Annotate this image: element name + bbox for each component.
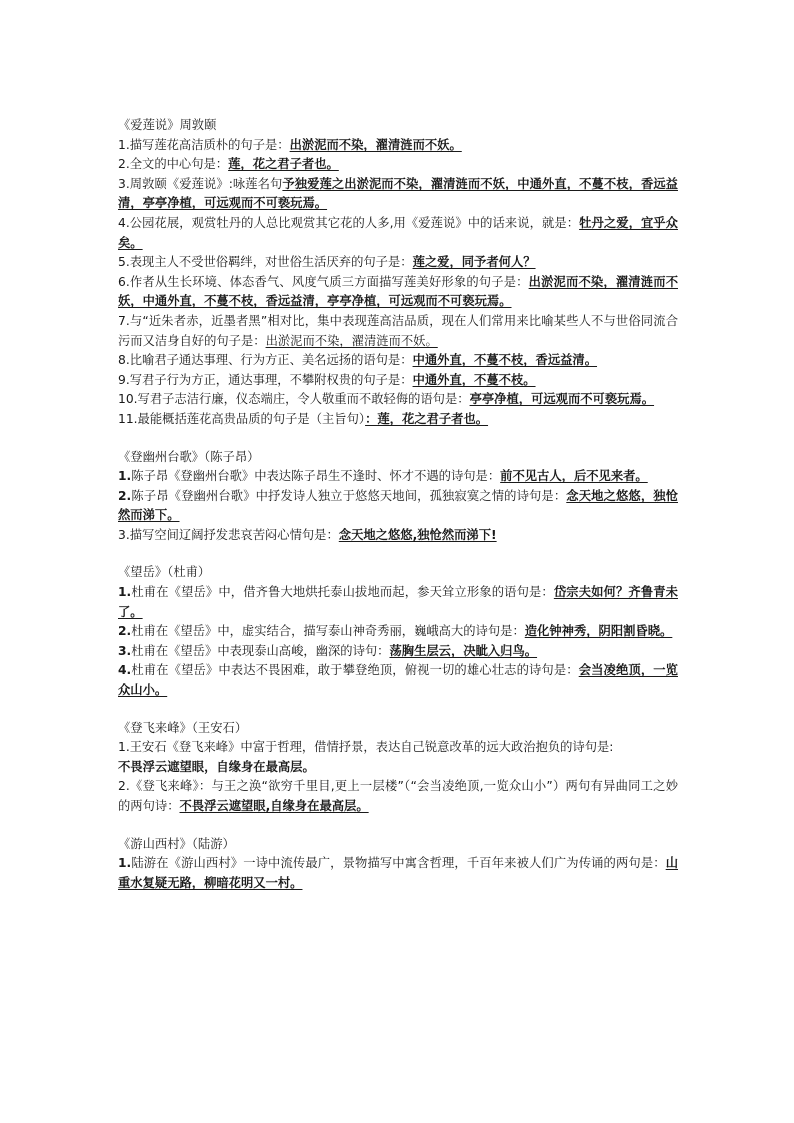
section <box>118 116 678 430</box>
section-title: 《登飞来峰》（王安石） <box>118 720 248 735</box>
question-item <box>118 738 678 777</box>
question-item <box>118 526 678 546</box>
section-title: 《登幽州台歌》（陈子昂） <box>118 449 260 464</box>
item-number: 2. <box>118 488 132 503</box>
question-item <box>118 642 678 662</box>
answer-text: 不畏浮云遮望眼，自缘身在最高层。 <box>118 759 315 774</box>
question-item <box>118 410 678 430</box>
question-item <box>118 854 678 893</box>
question-text: 陆游在《游山西村》一诗中流传最广，景物描写中寓含哲理，千百年来被人们广为传诵的两句是： <box>131 856 666 871</box>
question-text: 1.王安石《登飞来峰》中富于哲理，借情抒景，表达自己锐意改革的远大政治抱负的诗句是: <box>118 740 614 755</box>
question-text: 6.作者从生长环境、体态香气、风度气质三方面描写莲美好形象的句子是： <box>118 274 529 289</box>
answer-text: 出淤泥而不染，濯清涟而不妖，中通外直，不蔓不枝，香远益清，亭亭净植，可远观而不可亵玩焉。 <box>118 274 678 309</box>
question-text: 4.公园花展，观赏牡丹的人总比观赏其它花的人多,用《爱莲说》中的话来说，就是： <box>118 215 580 230</box>
answer-text: 岱宗夫如何？齐鲁青未了。 <box>118 585 678 619</box>
answer-text: 莲，花之君子者也。 <box>228 157 339 172</box>
question-text: 1.描写莲花高洁质朴的句子是： <box>118 137 290 152</box>
question-item <box>118 136 678 156</box>
question-text: 陈子昂《登幽州台歌》中抒发诗人独立于悠悠天地间，孤独寂寞之情的诗句是： <box>131 488 567 503</box>
question-text: 3.描写空间辽阔抒发悲哀苦闷心情句是： <box>118 527 339 542</box>
answer-text: 出淤泥而不染，濯清涟而不妖。 <box>265 333 438 348</box>
section <box>118 835 678 894</box>
question-item <box>118 312 678 351</box>
question-item <box>118 661 678 700</box>
answer-text: 会当凌绝顶，一览众山小。 <box>118 663 678 698</box>
answer-text: 牡丹之爱，宜乎众矣。 <box>118 215 678 250</box>
item-number: 1. <box>118 469 132 484</box>
question-text: 杜甫在《望岳》中，虚实结合，描写泰山神奇秀丽，巍峨高大的诗句是： <box>131 624 525 639</box>
answer-text: 亭亭净植，可远观而不可亵玩焉。 <box>469 392 655 407</box>
question-text: 杜甫在《望岳》中表达不畏困难，敢于攀登绝顶，俯视一切的雄心壮志的诗句是： <box>131 663 579 678</box>
question-item <box>118 777 678 816</box>
question-text: 2.《登飞来峰》：与王之涣“欲穷千里目,更上一层楼”（“会当凌绝顶,一览众山小”）两句有异曲同工之妙的两句诗： <box>118 779 678 813</box>
item-number: 3. <box>118 643 132 658</box>
question-item <box>118 390 678 410</box>
question-text: 杜甫在《望岳》中，借齐鲁大地烘托泰山拔地而起，参天耸立形象的语句是： <box>131 585 554 600</box>
answer-text: 莲之爱，同予者何人？ <box>412 255 536 270</box>
answer-text: 前不见古人，后不见来者。 <box>500 469 648 484</box>
section-title: 《游山西村》（陆游） <box>118 836 235 851</box>
question-text: 7.与“近朱者赤，近墨者黑”相对比，集中表现莲高洁品质，现在人们常用来比喻某些人不与世俗同流合污而又洁身自好的句子是： <box>118 313 678 348</box>
section <box>118 448 678 546</box>
item-number: 2. <box>118 624 132 639</box>
question-item <box>118 622 678 642</box>
question-item <box>118 583 678 622</box>
question-text: 2.全文的中心句是： <box>118 157 229 172</box>
question-text: 8.比喻君子通达事理、行为方正、美名远扬的语句是： <box>118 353 413 368</box>
question-text: 杜甫在《望岳》中表现泰山高峻，幽深的诗句： <box>131 643 390 658</box>
question-item <box>118 273 678 312</box>
section-title: 《望岳》（杜甫） <box>118 565 211 580</box>
question-text: 10.写君子志洁行廉，仪态端庄，令人敬重而不敢轻侮的语句是： <box>118 392 470 407</box>
question-item <box>118 175 678 214</box>
answer-text: 念天地之悠悠,独怆然而涕下! <box>338 527 497 542</box>
answer-text: 中通外直，不蔓不枝。 <box>412 372 536 387</box>
question-item <box>118 155 678 175</box>
answer-text: 不畏浮云遮望眼,自缘身在最高层。 <box>179 799 369 813</box>
question-text: 3.周敦颐《爱莲说》:咏莲名句 <box>118 176 283 191</box>
question-item <box>118 487 678 526</box>
question-text: 5.表现主人不受世俗羁绊，对世俗生活厌弃的句子是： <box>118 255 413 270</box>
answer-text: 念天地之悠悠，独怆然而涕下。 <box>118 488 678 523</box>
question-item <box>118 214 678 253</box>
question-item <box>118 467 678 487</box>
section <box>118 719 678 817</box>
answer-text: 予独爱莲之出淤泥而不染，濯清涟而不妖，中通外直，不蔓不枝，香远益清，亭亭净植，可远观而不可亵玩焉。 <box>118 176 678 211</box>
section-title: 《爱莲说》周敦颐 <box>118 118 217 132</box>
item-number: 1. <box>118 856 132 871</box>
question-item <box>118 371 678 391</box>
document-body <box>118 116 678 911</box>
answer-text: 造化钟神秀，阴阳割昏晓。 <box>524 624 673 639</box>
answer-text: 中通外直，不蔓不枝，香远益清。 <box>412 353 598 368</box>
question-text: 9.写君子行为方正，通达事理，不攀附权贵的句子是： <box>118 372 413 387</box>
answer-text: 荡胸生层云，决眦入归鸟。 <box>389 643 538 658</box>
answer-text: ：莲，花之君子者也。 <box>365 411 489 426</box>
section <box>118 563 678 700</box>
question-text: 陈子昂《登幽州台歌》中表达陈子昂生不逢时、怀才不遇的诗句是： <box>131 469 501 484</box>
answer-text: 山重水复疑无路，柳暗花明又一村。 <box>118 856 678 890</box>
item-number: 4. <box>118 663 132 678</box>
question-item <box>118 253 678 273</box>
item-number: 1. <box>118 585 132 600</box>
question-item <box>118 351 678 371</box>
answer-text: 出淤泥而不染，濯清涟而不妖。 <box>289 137 462 152</box>
question-text: 11.最能概括莲花高贵品质的句子是（主旨句） <box>118 411 366 426</box>
